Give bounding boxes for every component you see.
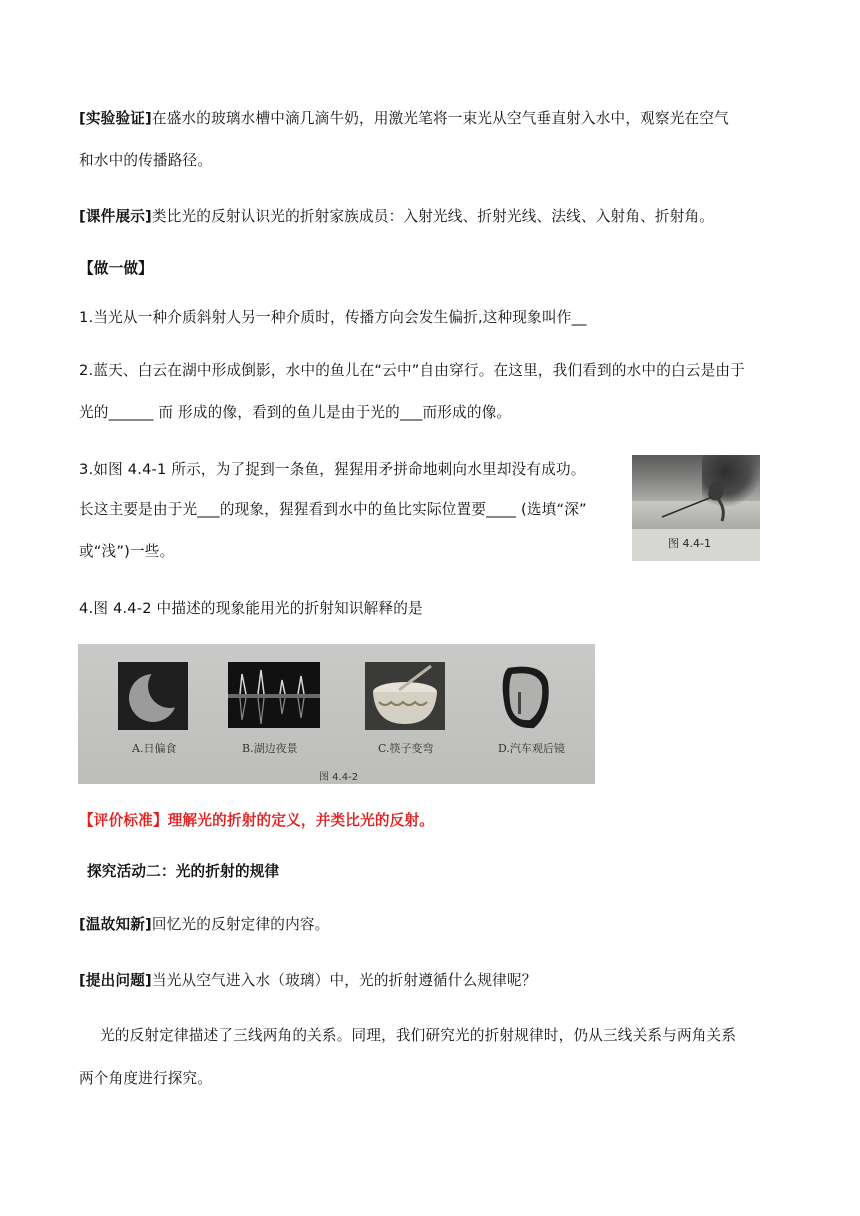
verify-line-1: [79, 107, 729, 128]
courseware-text: 类比光的反射认识光的折射家族成员：入射光线、折射光线、法线、入射角、折射角。: [151, 208, 715, 225]
question-4: 4.图 4.4-2 中描述的现象能用光的折射知识解释的是: [79, 600, 423, 617]
evaluation-line: [79, 809, 434, 830]
fig2-chopstick-bowl-image: [365, 662, 445, 730]
question-3-line-1: 3.如图 4.4-1 所示，为了捉到一条鱼，猩猩用矛拼命地刺向水里却没有成功。: [79, 461, 586, 478]
fig2-label-b: B.湖边夜景: [242, 742, 298, 755]
verify-text: 在盛水的玻璃水槽中滴几滴牛奶，用激光笔将一束光从空气垂直射入水中，观察光在空气: [151, 110, 729, 127]
fig2-caption: 图 4.4-2: [319, 772, 359, 783]
figure-4-4-2: [78, 644, 595, 784]
fig1-caption: 图 4.4-1: [668, 537, 711, 550]
question-2-line-1: 2.蓝天、白云在湖中形成倒影，水中的鱼儿在“云中”自由穿行。在这里，我们看到的水中的白云是由于: [79, 362, 745, 379]
question-text: 当光从空气进入水（玻璃）中，光的折射遵循什么规律呢？: [151, 972, 537, 989]
review-text: 回忆光的反射定律的内容。: [151, 916, 330, 933]
fig2-label-c: C.筷子变弯: [378, 742, 434, 755]
fig2-label-a: A.日偏食: [132, 742, 177, 755]
courseware-tag: [课件展示]: [79, 208, 152, 225]
fig2-lake-night-image: [228, 662, 320, 728]
evaluation-tag: 【评价标准】: [79, 812, 168, 829]
question-1: 1.当光从一种介质斜射人另一种介质时，传播方向会发生偏折,这种现象叫作__: [79, 309, 587, 326]
paragraph-line-1: 光的反射定律描述了三线两角的关系。同理，我们研究光的折射规律时，仍从三线关系与两角关系: [100, 1027, 737, 1044]
activity-2-heading: 探究活动二：光的折射的规律: [87, 863, 280, 880]
evaluation-text: 理解光的折射的定义，并类比光的反射。: [167, 812, 435, 829]
fig2-car-mirror-image: [498, 662, 554, 730]
question-line: [79, 969, 537, 990]
courseware-line: [79, 205, 714, 226]
fig2-label-d: D.汽车观后镜: [498, 742, 565, 755]
verify-line-2: 和水中的传播路径。: [79, 152, 213, 169]
fig2-solar-eclipse-image: [118, 662, 188, 730]
question-2-line-2: 光的______ 而 形成的像，看到的鱼儿是由于光的___而形成的像。: [79, 404, 512, 421]
review-tag: [温故知新]: [79, 916, 152, 933]
fig1-orangutan-spear: [632, 455, 760, 535]
review-line: [79, 913, 329, 934]
verify-tag: [实验验证]: [79, 110, 152, 127]
question-3-line-2: 长这主要是由于光___的现象，猩猩看到水中的鱼比实际位置要____ (选填“深”: [79, 501, 587, 518]
paragraph-line-2: 两个角度进行探究。: [79, 1070, 213, 1087]
doit-heading: 【做一做】: [79, 260, 153, 277]
question-tag: [提出问题]: [79, 972, 152, 989]
question-3-line-3: 或“浅”)一些。: [79, 543, 175, 560]
figure-4-4-1: [632, 455, 760, 561]
